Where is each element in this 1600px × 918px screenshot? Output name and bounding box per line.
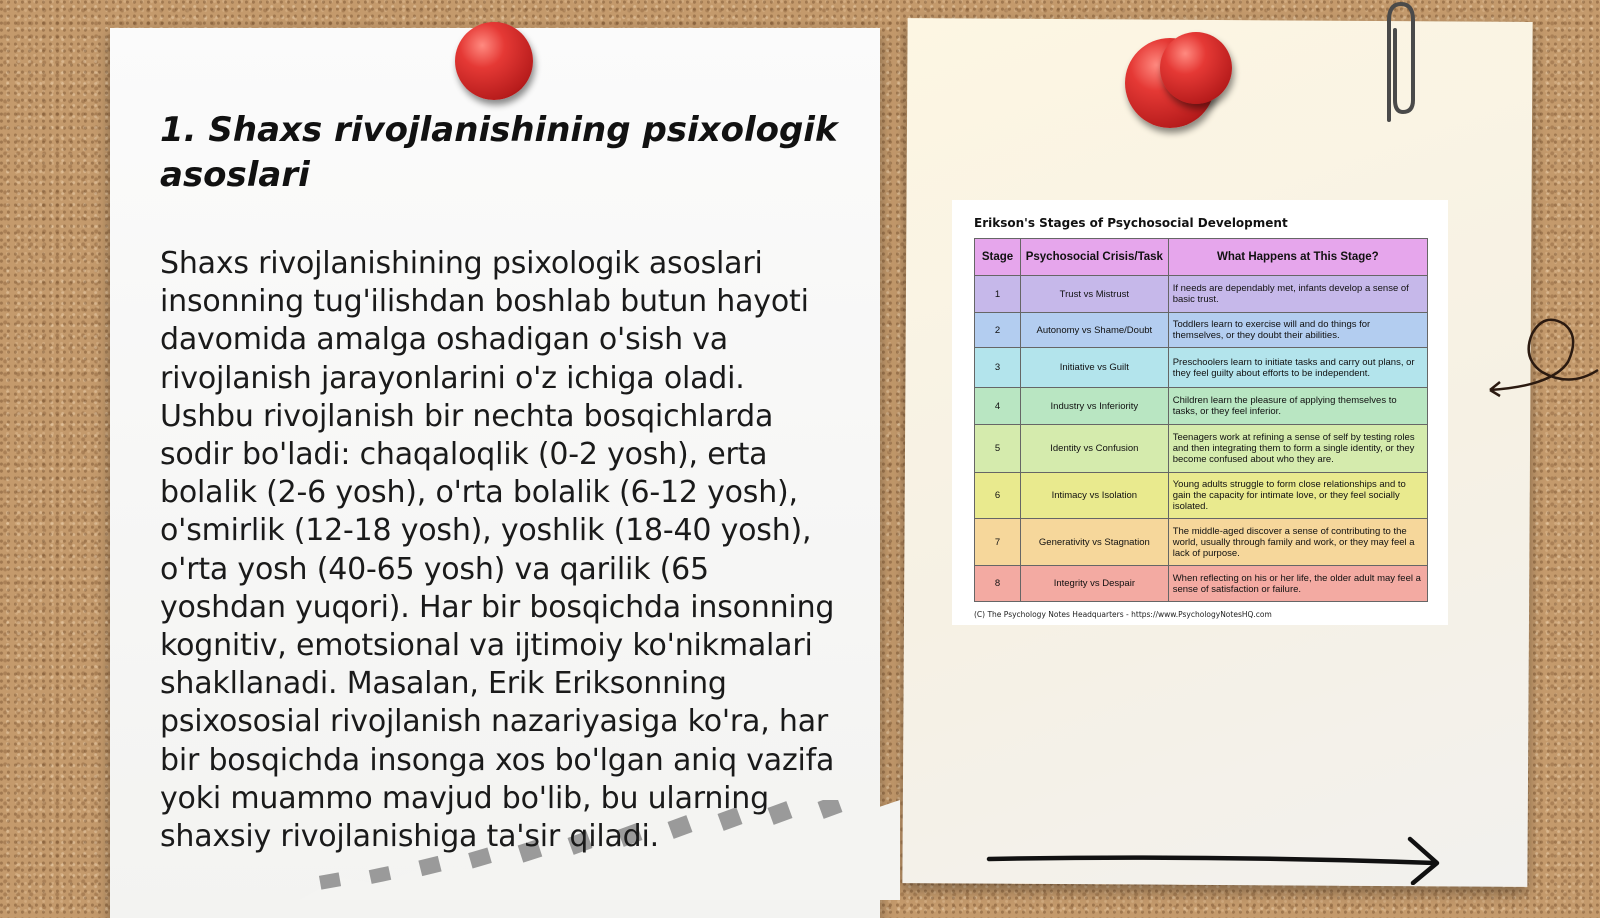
crisis-cell: Initiative vs Guilt	[1020, 348, 1168, 388]
table-row	[975, 388, 1428, 425]
table-row	[975, 519, 1428, 566]
header-stage: Stage	[975, 239, 1021, 276]
table-row	[975, 313, 1428, 348]
stage-cell: 6	[975, 473, 1021, 519]
paperclip-icon	[1375, 0, 1425, 130]
curly-arrow-doodle	[1480, 310, 1600, 420]
crisis-cell: Autonomy vs Shame/Doubt	[1020, 313, 1168, 348]
source-credit: (C) The Psychology Notes Headquarters - https://www.PsychologyNotesHQ.com	[974, 610, 1272, 619]
erikson-stages-table	[974, 238, 1428, 602]
table-row	[975, 348, 1428, 388]
table-row	[975, 473, 1428, 519]
stage-cell: 1	[975, 276, 1021, 313]
header-crisis: Psychosocial Crisis/Task	[1020, 239, 1168, 276]
description-cell: If needs are dependably met, infants develop a sense of basic trust.	[1168, 276, 1427, 313]
red-pushpin-icon	[455, 22, 533, 100]
body-paragraph: Shaxs rivojlanishining psixologik asoslari insonning tug'ilishdan boshlab butun hayoti davomida amalga oshadigan o'sish va rivojlanish jarayonlarini o'z ichiga oladi. Ushbu rivojlanish bir nechta bosqichlarda sodir bo'ladi: chaqaloqlik (0-2 yosh), erta bolalik (2-6 yosh), o'rta bolalik (6-12 yosh), o'smirlik (12-18 yosh), yoshlik (18-40 yosh), o'rta yosh (40-65 yosh) va qarilik (65 yoshdan yuqori). Har bir bosqichda insonning kognitiv, emotsional va ijtimoiy ko'nikmalari shakllanadi. Masalan, Erik Eriksonning psixososial rivojlanish nazariyasiga ko'ra, har bir bosqichda insonga xos bo'lgan aniq vazifa yoki muammo mavjud bo'lib, bu ularning shaxsiy rivojlanishiga ta'sir qiladi.	[160, 246, 835, 855]
stage-cell: 4	[975, 388, 1021, 425]
description-cell: Teenagers work at refining a sense of self by testing roles and then integrating them to form a single identity, or they become confused about who they are.	[1168, 425, 1427, 473]
erikson-stages-image	[952, 200, 1448, 625]
table-header-row	[975, 239, 1428, 276]
stage-cell: 8	[975, 566, 1021, 602]
red-pushpin-icon	[1160, 32, 1232, 104]
right-arrow-icon	[985, 835, 1445, 885]
table-row	[975, 566, 1428, 602]
crisis-cell: Identity vs Confusion	[1020, 425, 1168, 473]
description-cell: Young adults struggle to form close relationships and to gain the capacity for intimate love, or they feel socially isolated.	[1168, 473, 1427, 519]
header-description: What Happens at This Stage?	[1168, 239, 1427, 276]
stage-cell: 3	[975, 348, 1021, 388]
description-cell: Children learn the pleasure of applying themselves to tasks, or they feel inferior.	[1168, 388, 1427, 425]
crisis-cell: Trust vs Mistrust	[1020, 276, 1168, 313]
table-row	[975, 425, 1428, 473]
stage-cell: 5	[975, 425, 1021, 473]
description-cell: When reflecting on his or her life, the older adult may feel a sense of satisfaction or failure.	[1168, 566, 1427, 602]
description-cell: Preschoolers learn to initiate tasks and carry out plans, or they feel guilty about efforts to be independent.	[1168, 348, 1427, 388]
crisis-cell: Generativity vs Stagnation	[1020, 519, 1168, 566]
crisis-cell: Intimacy vs Isolation	[1020, 473, 1168, 519]
crisis-cell: Industry vs Inferiority	[1020, 388, 1168, 425]
stage-cell: 2	[975, 313, 1021, 348]
table-title: Erikson's Stages of Psychosocial Development	[974, 216, 1288, 230]
description-cell: The middle-aged discover a sense of contributing to the world, usually through family and work, or they may feel a lack of purpose.	[1168, 519, 1427, 566]
section-heading: 1. Shaxs rivojlanishining psixologik asoslari	[160, 110, 838, 195]
crisis-cell: Integrity vs Despair	[1020, 566, 1168, 602]
table-row	[975, 276, 1428, 313]
description-cell: Toddlers learn to exercise will and do things for themselves, or they doubt their abilities.	[1168, 313, 1427, 348]
stage-cell: 7	[975, 519, 1021, 566]
